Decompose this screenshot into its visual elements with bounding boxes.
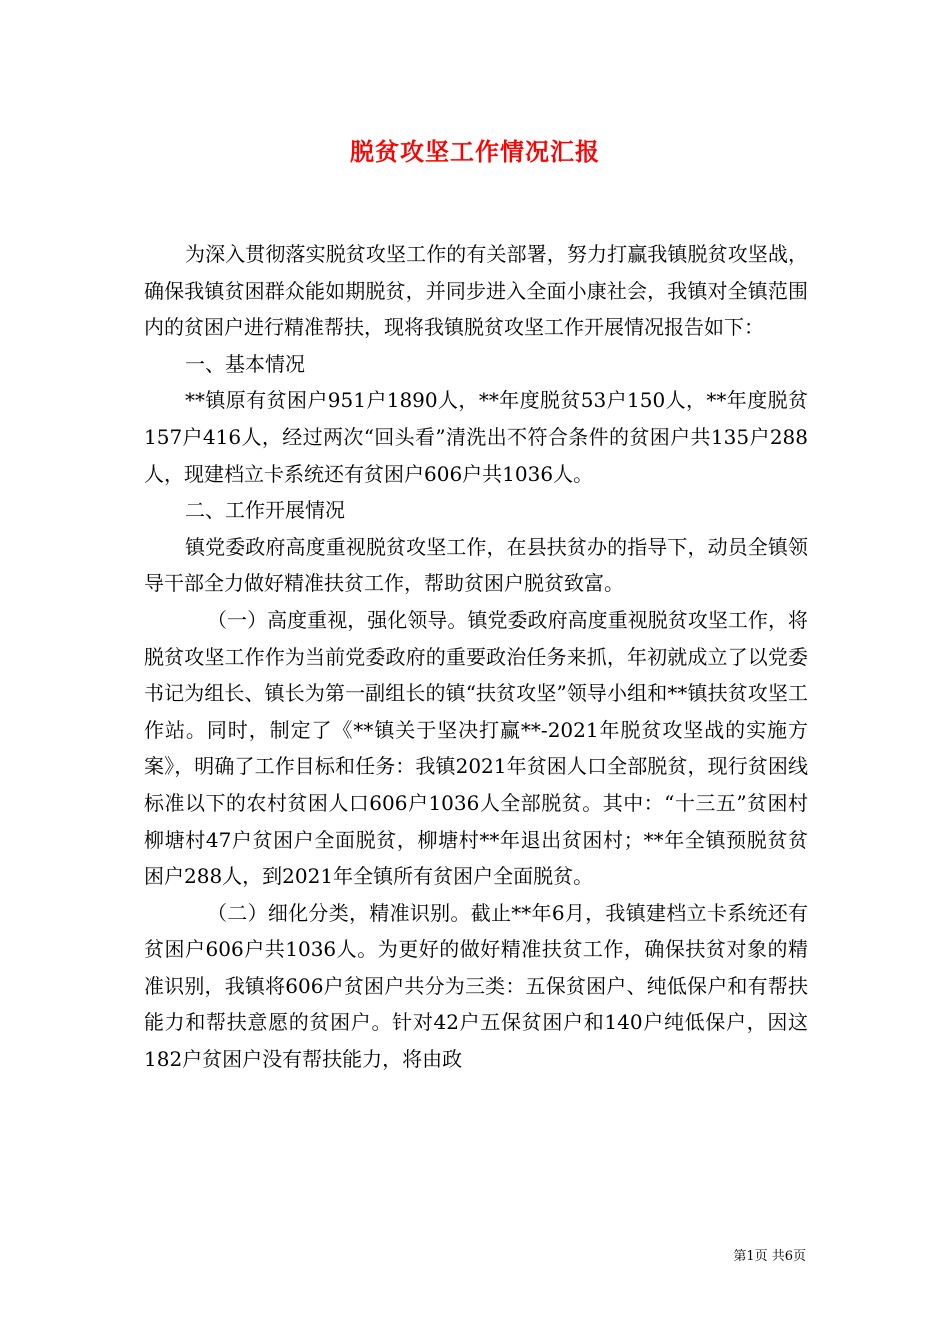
page-number: 第1页 共6页 xyxy=(733,1249,806,1264)
section-heading-basic: 一、基本情况 xyxy=(185,351,305,376)
paragraph-intro: 为深入贯彻落实脱贫攻坚工作的有关部署，努力打赢我镇脱贫攻坚战，确保我镇贫困群众能如期脱贫，并同步进入全面小康社会，我镇对全镇范围内的贫困户进行精准帮扶，现将我镇脱贫攻坚工作开展情况报告如下： xyxy=(144,242,808,340)
paragraph-work-overview: 镇党委政府高度重视脱贫攻坚工作，在县扶贫办的指导下，动员全镇领导干部全力做好精准扶贫工作，帮助贫困户脱贫致富。 xyxy=(144,534,808,596)
page-title: 脱贫攻坚工作情况汇报 xyxy=(350,137,600,166)
paragraph-leadership: （一）高度重视，强化领导。镇党委政府高度重视脱贫攻坚工作，将脱贫攻坚工作作为当前党委政府的重要政治任务来抓，年初就成立了以党委书记为组长、镇长为第一副组长的镇“扶贫攻坚”领导小组和**镇扶贫攻坚工作站。同时，制定了《**镇关于坚决打赢**-2021年脱贫攻坚战的实施方案》，明确了工作目标和任务：我镇2021年贫困人口全部脱贫，现行贫困线标准以下的农村贫困人口606户1036人全部脱贫。其中：“十三五”贫困村柳塘村47户贫困户全面脱贫，柳塘村**年退出贫困村；**年全镇预脱贫贫困户288人，到2021年全镇所有贫困户全面脱贫。 xyxy=(144,607,808,889)
paragraph-classification: （二）细化分类，精准识别。截止**年6月，我镇建档立卡系统还有贫困户606户共1036人。为更好的做好精准扶贫工作，确保扶贫对象的精准识别，我镇将606户贫困户共分为三类：五保贫困户、纯低保户和有帮扶能力和帮扶意愿的贫困户。针对42户五保贫困户和140户纯低保户，因这182户贫困户没有帮扶能力，将由政 xyxy=(144,900,808,1072)
section-heading-work: 二、工作开展情况 xyxy=(185,498,345,523)
document-body xyxy=(144,236,808,1078)
paragraph-basic-situation: **镇原有贫困户951户1890人，**年度脱贫53户150人，**年度脱贫157户416人，经过两次“回头看”清洗出不符合条件的贫困户共135户288人，现建档立卡系统还有贫困户606户共1036人。 xyxy=(144,388,808,486)
